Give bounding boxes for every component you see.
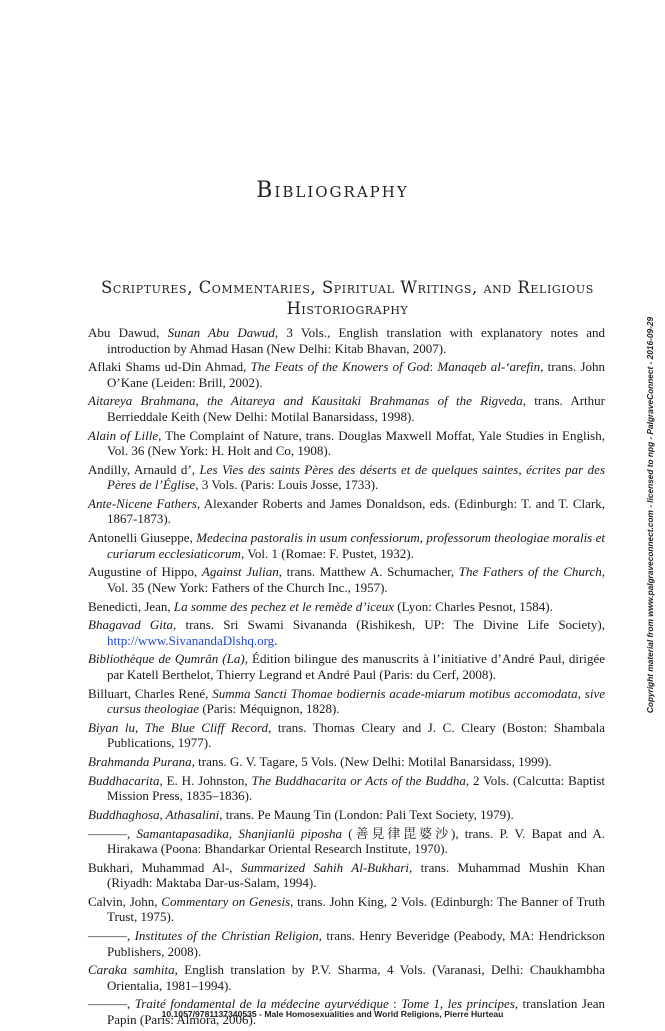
entry-title-italic: Tome 1, les principes <box>401 996 515 1012</box>
bibliography-entry <box>88 564 605 595</box>
entry-text: , Édition bilingue des manuscrits à l’initiative d’André Paul, dirigée par Katell Berthelot, Thierry Legrand et André Paul (Paris: du Cerf, 2008). <box>107 651 605 682</box>
bibliography-entry <box>88 894 605 925</box>
entry-link[interactable]: http://www.SivanandaDlshq.org <box>107 632 275 648</box>
bibliography-entry <box>88 773 605 804</box>
bibliography-entry <box>88 599 605 615</box>
entry-text: Andilly, Arnauld d’, <box>88 461 200 477</box>
entry-title-italic: Buddhacarita <box>88 772 160 788</box>
entry-text: , trans. Henry Beveridge (Peabody, MA: Hendrickson Publishers, 2008). <box>107 928 605 959</box>
entry-text: Abu Dawud, <box>88 325 168 340</box>
entry-title-italic: Manaqeb al-‘arefin <box>437 359 541 375</box>
entry-title-italic: The Feats of the Knowers of God <box>250 359 430 375</box>
entry-title-italic: Biyan lu, The Blue Cliff Record <box>88 719 269 735</box>
entry-text: : <box>429 359 438 375</box>
entry-text: . <box>274 632 278 648</box>
entry-title-italic: Ante-Nicene Fathers <box>88 495 197 511</box>
bibliography-entry <box>88 428 605 459</box>
entry-title-italic: Aitareya Brahmana, the Aitareya and Kausitaki Brahmanas of the Rigveda <box>88 393 523 409</box>
bibliography-entry <box>88 860 605 891</box>
bibliography-entry <box>88 359 605 390</box>
bibliography-entry <box>88 530 605 561</box>
entry-title-italic: Medecina pastoralis in usum confessiorum, professorum theologiae moralis et curiarum ecclesiaticorum <box>107 530 605 561</box>
entry-title-italic: Shanjianlü piposha <box>238 825 343 841</box>
entry-text: , 3 Vols. (Paris: Louis Josse, 1733). <box>195 477 379 493</box>
entry-text: (善見律毘婆沙), trans. P. V. Bapat and A. Hirakawa (Poona: Bhandarkar Oriental Research Institute, 1970). <box>107 825 605 856</box>
entry-text: , trans. John King, 2 Vols. (Edinburgh: The Banner of Truth Trust, 1975). <box>107 893 605 925</box>
entry-text: Aflaki Shams ud-Din Ahmad, <box>88 359 251 375</box>
bibliography-list <box>88 325 605 1031</box>
page-title: Bibliography <box>256 178 409 203</box>
entry-text: Calvin, John, <box>88 893 162 909</box>
bibliography-entry <box>88 807 605 823</box>
entry-text: , <box>228 825 239 841</box>
entry-text: ———, <box>88 996 135 1012</box>
entry-title-italic: Samantapasadika <box>136 825 229 841</box>
entry-text: (Lyon: Charles Pesnot, 1584). <box>394 598 553 614</box>
entry-title-italic: Sunan Abu Dawud <box>167 325 275 340</box>
bibliography-entry <box>88 651 605 682</box>
entry-title-italic: Les Vies des saints Pères des déserts et de quelques saintes, écrites par des Pères de l’Église <box>107 461 606 493</box>
entry-text: Billuart, Charles René, <box>88 685 213 701</box>
bibliography-entry <box>88 325 605 356</box>
bibliography-entry <box>88 826 605 857</box>
entry-text: , Vol. 1 (Romae: F. Pustet, 1932). <box>240 545 414 561</box>
bibliography-entry <box>88 754 605 770</box>
entry-title-italic: Buddhaghosa, Athasalini <box>88 806 220 822</box>
entry-text: trans. Muhammad Mushin Khan (Riyadh: Maktaba Dar-us-Salam, 1994). <box>107 859 605 891</box>
bibliography-entry <box>88 928 605 959</box>
bibliography-entry <box>88 720 605 751</box>
entry-text: , Vol. 35 (New York: Fathers of the Church Inc., 1957). <box>107 564 606 595</box>
entry-title-italic: La somme des pechez et le remède d’iceux <box>173 598 394 614</box>
bibliography-entry <box>88 393 605 424</box>
entry-text: , trans. Thomas Cleary and J. C. Cleary (Boston: Shambala Publications, 1977). <box>107 719 605 751</box>
entry-text: Benedicti, Jean, <box>88 598 174 614</box>
entry-title-italic: Alain of Lille <box>88 427 159 443</box>
entry-title-italic: Caraka samhita, <box>88 962 178 978</box>
entry-text: , 3 Vols., English translation with explanatory notes and introduction by Ahmad Hasan (New Delhi: Kitab Bhavan, 2007). <box>107 325 606 356</box>
entry-text: , trans. Pe Maung Tin (London: Pali Text Society, 1979). <box>219 806 514 822</box>
entry-title-italic: The Fathers of the Church <box>458 564 602 580</box>
entry-title-italic: Institutes of the Christian Religion <box>134 928 319 944</box>
bibliography-entry <box>88 496 605 527</box>
entry-text: , The Complaint of Nature, trans. Douglas Maxwell Moffat, Yale Studies in English, Vol. 36 (New York: H. Holt and Co, 1908). <box>107 427 605 459</box>
bibliography-entry <box>88 962 605 993</box>
copyright-notice: Copyright material from www.palgraveconnect.com - licensed to npg - PalgraveConnect - 2016-09-29 <box>645 316 655 714</box>
entry-title-italic: Commentary on Genesis <box>161 893 291 909</box>
entry-text: English translation by P.V. Sharma, 4 Vols. (Varanasi, Delhi: Chaukhambha Orientalia, 1981–1994). <box>107 962 606 993</box>
entry-text: , trans. Arthur Berrieddale Keith (New Delhi: Motilal Banarsidass, 1998). <box>107 393 606 424</box>
entry-title-italic: Traité fondamental de la médecine ayurvédique <box>134 996 389 1012</box>
entry-text: ———, <box>88 928 135 944</box>
entry-text: , E. H. Johnston, <box>159 772 252 788</box>
entry-text: , Alexander Roberts and James Donaldson, eds. (Edinburgh: T. and T. Clark, 1867-1873). <box>107 495 605 527</box>
entry-title-italic: The Buddhacarita or Acts of the Buddha <box>251 772 466 788</box>
section-heading: Scriptures, Commentaries, Spiritual Writings, and Religious Historiography <box>101 278 594 318</box>
entry-title-italic: Bibliothèque de Qumrân (La) <box>88 651 245 667</box>
entry-text: , translation Jean Papin (Paris: Almora, 2006). <box>107 996 605 1027</box>
entry-text: , trans. Matthew A. Schumacher, <box>278 564 459 580</box>
entry-text: , trans. G. V. Tagare, 5 Vols. (New Delhi: Motilal Banarsidass, 1999). <box>191 753 552 769</box>
entry-text: , 2 Vols. (Calcutta: Baptist Mission Press, 1835–1836). <box>107 772 606 804</box>
entry-text: Augustine of Hippo, <box>88 564 202 580</box>
entry-title-italic: Summarized Sahih Al-Bukhari, <box>240 859 413 875</box>
entry-text: Bukhari, Muhammad Al-, <box>88 859 241 875</box>
entry-text: Antonelli Giuseppe, <box>88 530 197 546</box>
entry-text: , trans. John O’Kane (Leiden: Brill, 2002). <box>107 359 606 390</box>
entry-text: ———, <box>88 825 137 841</box>
bibliography-entry <box>88 686 605 717</box>
entry-title-italic: Summa Sancti Thomae bodiernis acade-miarum motibus accomodata, sive cursus theologiae <box>107 685 605 717</box>
entry-text: , trans. Sri Swami Sivananda (Rishikesh, UP: The Divine Life Society), <box>173 617 605 633</box>
entry-title-italic: Bhagavad Gita <box>88 617 174 633</box>
entry-text: : <box>388 996 402 1012</box>
entry-title-italic: Against Julian <box>201 564 279 580</box>
bibliography-entry <box>88 617 605 648</box>
entry-title-italic: Brahmanda Purana <box>88 753 192 769</box>
entry-text: (Paris: Méquignon, 1828). <box>199 701 340 717</box>
bibliography-entry <box>88 462 605 493</box>
page-footer: 10.1057/9781137340535 - Male Homosexualities and World Religions, Pierre Hurteau <box>161 1009 504 1019</box>
